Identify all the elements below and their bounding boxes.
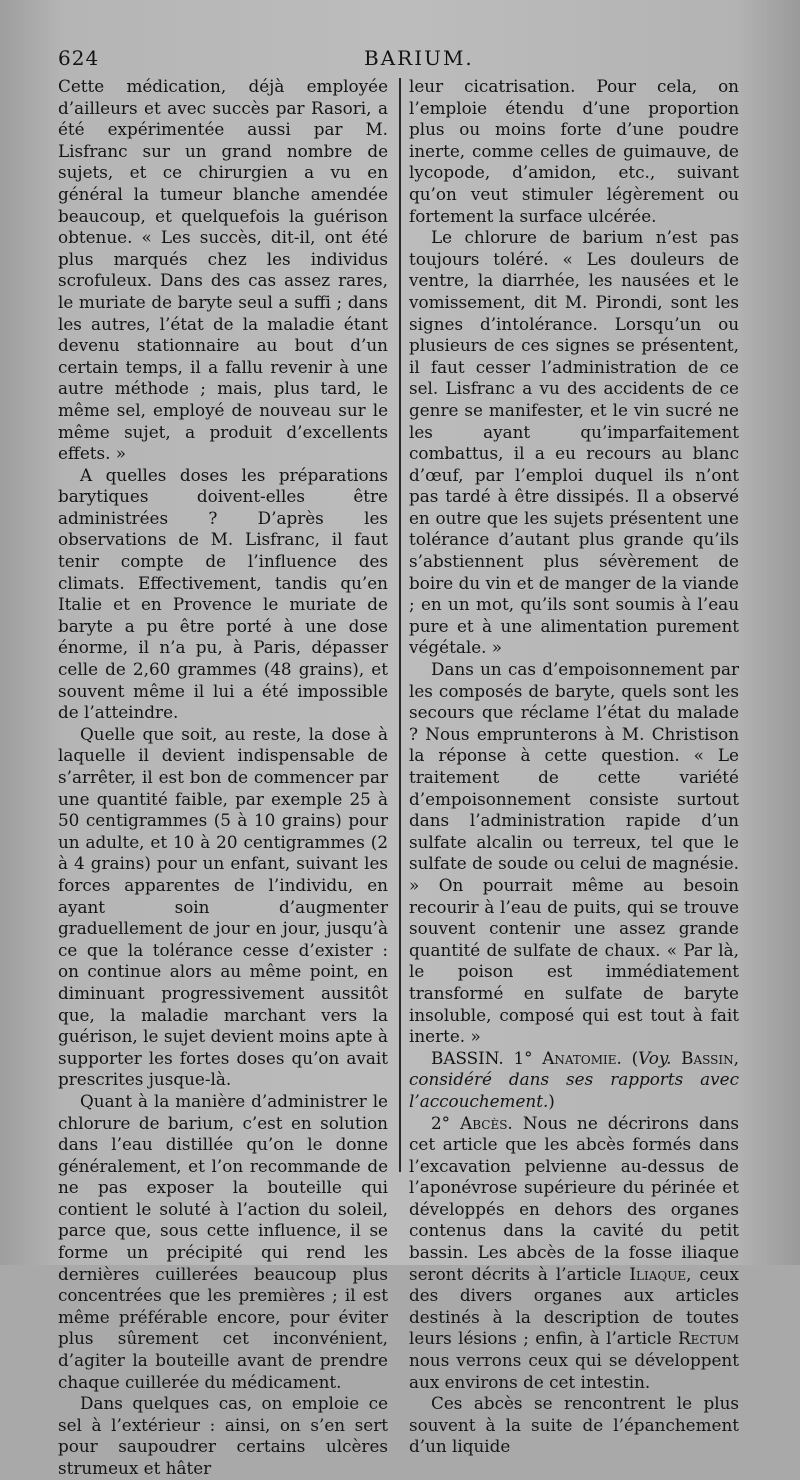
left-column: [58, 76, 388, 1480]
paragraph: Quant à la manière d’administrer le chlorure de barium, c’est en solution dans l’eau distillée qu’on le donne généralement, et l’on recommande de ne pas exposer la bouteille qui contient le soluté à l’action du soleil, parce que, sous cette influence, il se forme un précipité qui rend les dernières cuillerées beaucoup plus concentrées que les premières ; il est même préférable encore, pour éviter plus sûrement cet inconvénient, d’agiter la bouteille avant de prendre chaque cuillerée du médicament.: [58, 1090, 388, 1392]
section-number: 2°: [431, 1112, 451, 1133]
section-heading: Anatomie.: [542, 1047, 622, 1068]
paragraph: Dans un cas d’empoisonnement par les composés de baryte, quels sont les secours que réclame l’état du malade ? Nous emprunterons à M. Christison la réponse à cette question. « Le traitement de cette variété d’empoisonnement consiste surtout dans l’administration rapide d’un sulfate alcalin ou terreux, tel que le sulfate de soude ou celui de magnésie. » On pourrait même au besoin recourir à l’eau de puits, qui se trouve souvent contenir une assez grande quantité de sulfate de chaux. « Par là, le poison est immédiatement transformé en sulfate de baryte insoluble, composé qui est tout à fait inerte. »: [409, 659, 739, 1047]
section-number: 1°: [513, 1047, 533, 1068]
column-divider: [399, 78, 401, 1172]
page-header: [58, 46, 738, 76]
open-paren: (: [631, 1047, 639, 1068]
section-text: Nous ne décrirons dans cet article que les abcès formés dans l’excavation pelvienne au-dessus de l’aponévrose supérieure du périnée et développés en dehors des organes contenus dans la cavité du petit bassin. Les abcès de la fosse iliaque seront décrits à l’article: [409, 1112, 739, 1284]
see-also-label: Voy.: [638, 1047, 672, 1068]
page-number: 624: [58, 46, 100, 70]
cross-reference-detail: considéré dans ses rapports avec l’accouchement.: [409, 1069, 739, 1111]
paragraph: A quelles doses les préparations barytiques doivent-elles être administrées ? D’après les observations de M. Lisfranc, il faut tenir compte de l’influence des climats. Effectivement, tandis qu’en Italie et en Provence le muriate de baryte a pu être porté à une dose énorme, il n’a pu, à Paris, dépasser celle de 2,60 grammes (48 grains), et souvent même il lui a été impossible de l’atteindre.: [58, 464, 388, 723]
running-title: BARIUM.: [364, 46, 474, 70]
right-column: [409, 76, 739, 1458]
paragraph: Le chlorure de barium n’est pas toujours toléré. « Les douleurs de ventre, la diarrhée, les nausées et le vomissement, dit M. Pirondi, sont les signes d’intolérance. Lorsqu’un ou plusieurs de ces signes se présentent, il faut cesser l’administration de ce sel. Lisfranc a vu des accidents de ce genre se manifester, et le vin sucré ne les ayant qu’imparfaitement combattus, il a eu recours au blanc d’œuf, par l’emploi duquel ils n’ont pas tardé à être dissipés. Il a observé en outre que les sujets présentent une tolérance d’autant plus grande qu’ils s’abstiennent plus sévèrement de boire du vin et de manger de la viande ; en un mot, qu’ils sont soumis à l’eau pure et à une alimentation purement végétale. »: [409, 227, 739, 658]
cross-reference: Rectum: [678, 1328, 739, 1349]
paragraph: Quelle que soit, au reste, la dose à laquelle il devient indispensable de s’arrêter, il est bon de commencer par une quantité faible, par exemple 25 à 50 centigrammes (5 à 10 grains) pour un adulte, et 10 à 20 centigrammes (2 à 4 grains) pour un enfant, suivant les forces apparentes de l’individu, en ayant soin d’augmenter graduellement de jour en jour, jusqu’à ce que la tolérance cesse d’exister : on continue alors au même point, en diminuant progressivement aussitôt que, la maladie marchant vers la guérison, le sujet devient moins apte à supporter les fortes doses qu’on avait prescrites jusque-là.: [58, 723, 388, 1090]
paragraph: Dans quelques cas, on emploie ce sel à l’extérieur : ainsi, on s’en sert pour saupoudrer certains ulcères strumeux et hâter: [58, 1393, 388, 1478]
paragraph: leur cicatrisation. Pour cela, on l’emploie étendu d’une proportion plus ou moins forte d’une poudre inerte, comme celles de guimauve, de lycopode, d’amidon, etc., suivant qu’on veut stimuler légèrement ou fortement la surface ulcérée.: [409, 76, 739, 226]
paragraph: Ces abcès se rencontrent le plus souvent à la suite de l’épanchement d’un liquide: [409, 1393, 739, 1457]
paragraph: Cette médication, déjà employée d’ailleurs et avec succès par Rasori, a été expérimentée aussi par M. Lisfranc sur un grand nombre de sujets, et ce chirurgien a vu en général la tumeur blanche amendée beaucoup, et quelquefois la guérison obtenue. « Les succès, dit-il, ont été plus marqués chez les individus scrofuleux. Dans des cas assez rares, le muriate de baryte seul a suffi ; dans les autres, l’état de la maladie étant devenu stationnaire au bout d’un certain temps, il a fallu revenir à une autre méthode ; mais, plus tard, le même sel, employé de nouveau sur le même sujet, a produit d’excellents effets. »: [58, 76, 388, 464]
bassin-entry: [409, 1048, 739, 1113]
close-paren: ): [548, 1090, 555, 1111]
abces-section: [409, 1113, 739, 1394]
section-text: nous verrons ceux qui se développent aux environs de cet intestin.: [409, 1350, 739, 1392]
cross-reference: Iliaque,: [629, 1263, 692, 1284]
cross-reference: Bassin,: [681, 1047, 739, 1068]
entry-headword: BASSIN.: [431, 1047, 504, 1068]
section-text: ceux des divers organes aux articles destinés à la description de toutes leurs lésions ; enfin, à l’article: [409, 1263, 739, 1349]
section-heading: Abcès.: [460, 1112, 513, 1133]
